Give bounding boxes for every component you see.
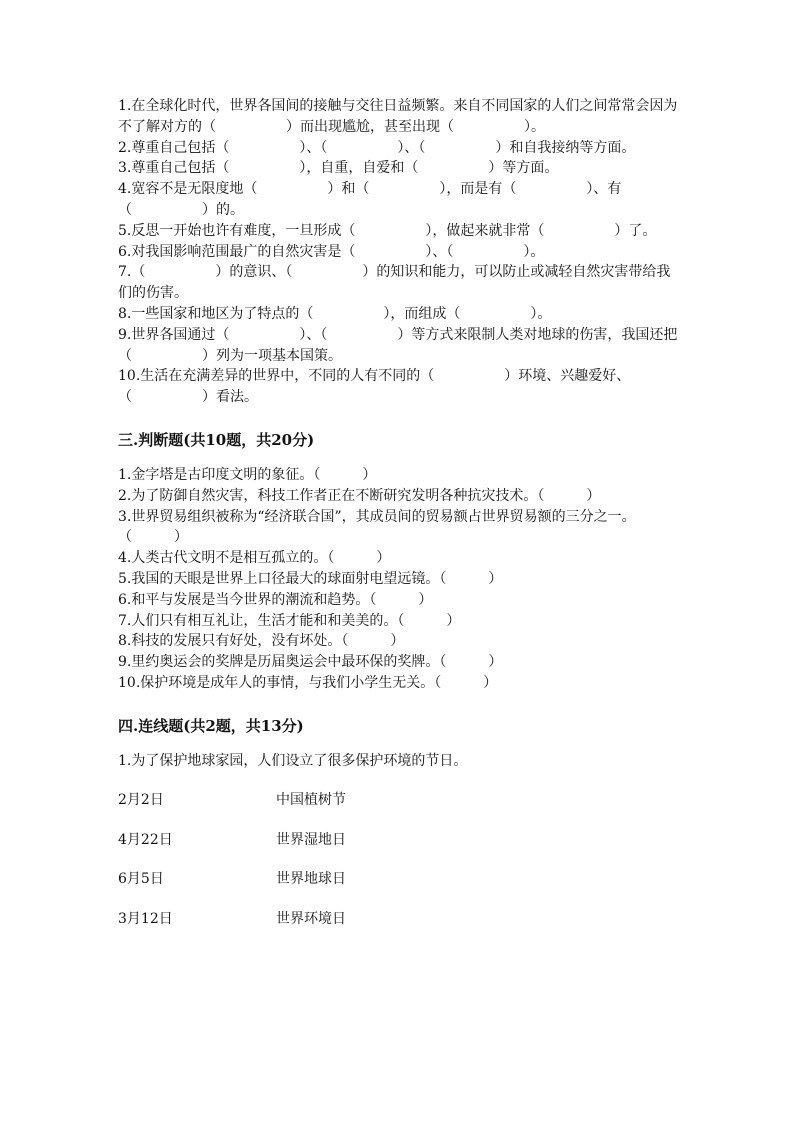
matching-intro: 1.为了保护地球家园，人们设立了很多保护环境的节日。 [118,752,468,769]
judgement-question: 6.和平与发展是当今世界的潮流和趋势。（ ） [118,591,433,608]
judgement-question: 9.里约奥运会的奖牌是历届奥运会中最环保的奖牌。（ ） [118,654,503,671]
matching-festival: 世界湿地日 [276,831,346,848]
matching-date: 4月22日 [118,831,173,848]
judgement-question: 3.世界贸易组织被称为“经济联合国”，其成员间的贸易额占世界贸易额的三分之一。（ ） [118,508,636,546]
fill-blank-question: 8.一些国家和地区为了特点的（ ），而组成（ ）。 [118,305,552,322]
matching-festival: 世界环境日 [276,910,346,927]
fill-blank-question: 2.尊重自己包括（ ）、（ ）、（ ）和自我接纳等方面。 [118,139,636,156]
judgement-question: 2.为了防御自然灾害，科技工作者正在不断研究发明各种抗灾技术。（ ） [118,487,601,504]
worksheet-page [118,96,678,948]
judgement-question: 7.人们只有相互礼让，生活才能和和美美的。（ ） [118,612,461,629]
fill-blank-question: 1.在全球化时代，世界各国间的接触与交往日益频繁。来自不同国家的人们之间常常会因为不了解对方的（ ）而出现尴尬，甚至出现（ ）。 [118,98,678,135]
section-title-judgement: 三.判断题(共10题，共20分) [118,430,315,449]
matching-row [118,869,678,889]
judgement-question: 4.人类古代文明不是相互孤立的。（ ） [118,550,391,567]
fill-blank-question: 10.生活在充满差异的世界中，不同的人有不同的（ ）环境、兴趣爱好、（ ）看法。 [118,368,631,406]
matching-date: 6月5日 [118,871,164,888]
fill-blank-question: 5.反思一开始也许有难度，一旦形成（ ），做起来就非常（ ）了。 [118,222,657,239]
judgement-question: 1.金字塔是古印度文明的象征。（ ） [118,466,377,483]
matching-row [118,909,678,929]
matching-date: 2月2日 [118,792,164,809]
fill-blank-question: 3.尊重自己包括（ ），自重，自爱和（ ）等方面。 [118,160,559,177]
matching-festival: 中国植树节 [276,792,346,809]
judgement-question: 5.我国的天眼是世界上口径最大的球面射电望远镜。（ ） [118,570,503,587]
matching-row [118,790,678,810]
fill-blank-question: 9.世界各国通过（ ）、（ ）等方式来限制人类对地球的伤害，我国还把（ ）列为一项基本国策。 [118,326,678,364]
judgement-question: 10.保护环境是成年人的事情，与我们小学生无关。（ ） [118,674,498,691]
matching-festival: 世界地球日 [276,871,346,888]
fill-blank-question: 4.宽容不是无限度地（ ）和（ ），而是有（ ）、有（ ）的。 [118,181,622,218]
fill-blank-list [118,96,678,408]
section-title-matching: 四.连线题(共2题，共13分) [118,716,304,735]
judgement-list [118,465,678,694]
matching-list [118,790,678,929]
judgement-question: 8.科技的发展只有好处，没有坏处。（ ） [118,633,405,650]
matching-row [118,830,678,850]
fill-blank-question: 7.（ ）的意识、（ ）的知识和能力，可以防止或减轻自然灾害带给我们的伤害。 [118,264,671,302]
matching-date: 3月12日 [118,910,173,927]
fill-blank-question: 6.对我国影响范围最广的自然灾害是（ ）、（ ）。 [118,243,545,260]
